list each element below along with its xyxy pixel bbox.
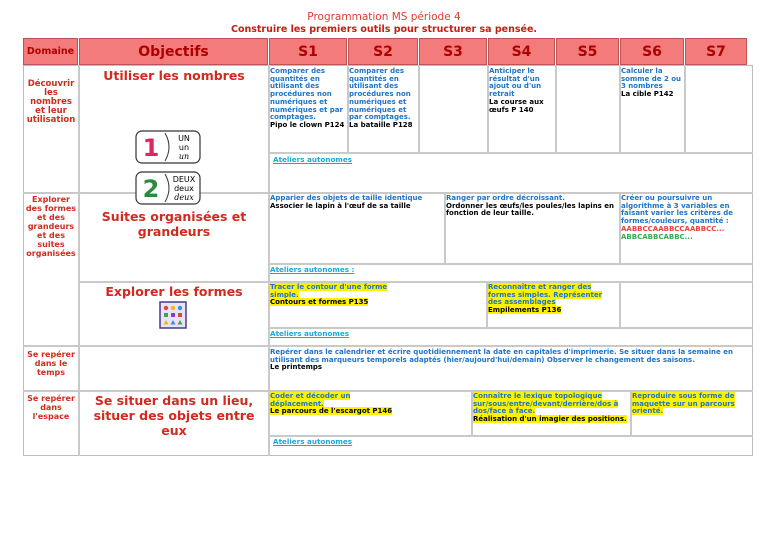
header-s6: S6 (620, 38, 684, 65)
row1-s1-cell (270, 68, 348, 130)
row4-game: Le printemps (270, 363, 323, 372)
card-word-caps: DEUX (172, 175, 196, 184)
header-s1: S1 (269, 38, 347, 65)
objective-numbers: Utiliser les nombres (103, 68, 245, 83)
row2-s6-sequence-2: ABBCABBCABBC... (621, 232, 693, 241)
row2-s4-cell (446, 195, 618, 218)
row1-s6-text: Calculer la somme de 2 ou 3 nombres (621, 67, 682, 91)
header-s7: S7 (685, 38, 747, 65)
header-objectifs: Objectifs (79, 38, 268, 65)
row1-s2-text: Comparer des quantités en utilisant des procédures non numériques et numériques et par comptages. (349, 67, 411, 122)
row5-s4-cell (473, 393, 628, 424)
row2-s6-cell (621, 195, 749, 241)
row1-s4-cell (489, 68, 555, 114)
domain-numbers: Découvrir les nombres et leur utilisation (26, 79, 76, 125)
row3-s1-game: Contours et formes P135 (270, 298, 369, 307)
shapes-game-icon (159, 301, 187, 329)
row5-s6-cell (632, 393, 750, 416)
grid-line (619, 281, 621, 327)
row2-s4-game: Ordonner les œufs/les poules/les lapins en fonction de leur taille. (446, 201, 615, 218)
grid-line (23, 345, 753, 347)
domain-shapes-sizes: Explorer des formes et des grandeurs et des suites organisées (25, 195, 77, 258)
row1-ateliers-link[interactable]: Ateliers autonomes (273, 155, 353, 164)
row2-s6-sequence-1: AABBCCAABBCCAABBCC... (621, 224, 725, 233)
row1-s4-text: Anticiper le résultat d'un ajout ou d'un retrait (489, 67, 542, 99)
row5-ateliers-link[interactable]: Ateliers autonomes (273, 437, 353, 446)
header-domaine: Domaine (23, 38, 78, 65)
page-subtitle: Construire les premiers outils pour structurer sa pensée. (230, 24, 538, 35)
grid-line (78, 281, 753, 283)
header-s2: S2 (348, 38, 418, 65)
domain-time: Se repérer dans le temps (27, 350, 75, 377)
grid-line (684, 65, 686, 152)
card-word-lower: un (178, 143, 190, 152)
card-word-cursive: un (178, 152, 190, 161)
row1-s1-text: Comparer des quantités en utilisant des procédures non numériques et numériques et par comptages. (270, 67, 343, 122)
card-digit: 2 (142, 175, 160, 203)
row3-s4-game: Empilements P136 (488, 306, 562, 315)
row4-text: Repérer dans le calendrier et écrire quotidiennement la date en capitales d'imprimerie. Se situer dans la semaine en utilisant des marqueurs temporels adaptés (hier/aujourd'hui/demain) Observer le changement des saisons. (270, 348, 733, 364)
objective-shapes: Explorer les formes (105, 284, 243, 299)
card-digit: 1 (142, 134, 160, 162)
header-s4: S4 (488, 38, 555, 65)
domain-space: Se repérer dans l'espace (27, 394, 75, 421)
row3-s1-cell (270, 284, 400, 307)
row5-s6-text: Reproduire sous forme de maquette sur un parcours orienté. (632, 392, 735, 416)
row1-s1-game: Pipo le clown P124 (270, 120, 345, 129)
card-word-lower: deux (174, 184, 194, 193)
row3-ateliers-link[interactable]: Ateliers autonomes (270, 329, 350, 338)
row1-s4-game: La course aux œufs P 140 (489, 97, 544, 114)
header-s3: S3 (419, 38, 487, 65)
row3-s4-cell (488, 284, 616, 315)
row1-s6-cell (621, 68, 684, 99)
objective-series: Suites organisées et grandeurs (101, 209, 247, 239)
row1-s2-game: La bataille P128 (349, 120, 413, 129)
row3-s4-text: Reconnaître et ranger des formes simples. Représenter des assemblages (488, 283, 603, 307)
row1-s6-game: La cible P142 (621, 90, 674, 99)
grid-line (418, 65, 420, 152)
header-s5: S5 (556, 38, 619, 65)
row3-s1-text: Tracer le contour d'une forme simple. (270, 283, 388, 299)
row2-s6-text: Créer ou poursuivre un algorithme à 3 variables en faisant varier les critères de formes/couleurs, quantité : (621, 194, 734, 226)
row4-cell (270, 349, 752, 372)
card-word-cursive: deux (174, 193, 194, 202)
row2-ateliers-link[interactable]: Ateliers autonomes : (270, 265, 355, 274)
row1-s2-cell (349, 68, 417, 130)
row5-s1-cell (270, 393, 405, 416)
number-card-one-icon (135, 130, 201, 164)
grid-line (555, 65, 557, 152)
row5-s1-game: Le parcours de l'escargot P146 (270, 407, 393, 416)
row2-s4-text: Ranger par ordre décroissant. (446, 194, 565, 202)
number-card-two-icon (135, 171, 201, 205)
row2-s1-game: Associer le lapin à l'œuf de sa taille (270, 201, 411, 210)
page-title: Programmation MS période 4 (307, 11, 461, 23)
row2-s1-text: Apparier des objets de taille identique (270, 194, 423, 202)
row5-s1-text: Coder et décoder un déplacement. (270, 392, 351, 408)
objective-space: Se situer dans un lieu, situer des objets entre eux (93, 393, 255, 438)
grid-line (268, 152, 753, 154)
row5-s4-text: Connaître le lexique topologique sur/sous/entre/devant/derrière/dos à dos/face à face. (473, 392, 619, 416)
row2-s1-cell (270, 195, 442, 210)
row5-s4-game: Réalisation d'un imagier des positions. (473, 415, 627, 424)
card-word-caps: UN (178, 134, 190, 143)
